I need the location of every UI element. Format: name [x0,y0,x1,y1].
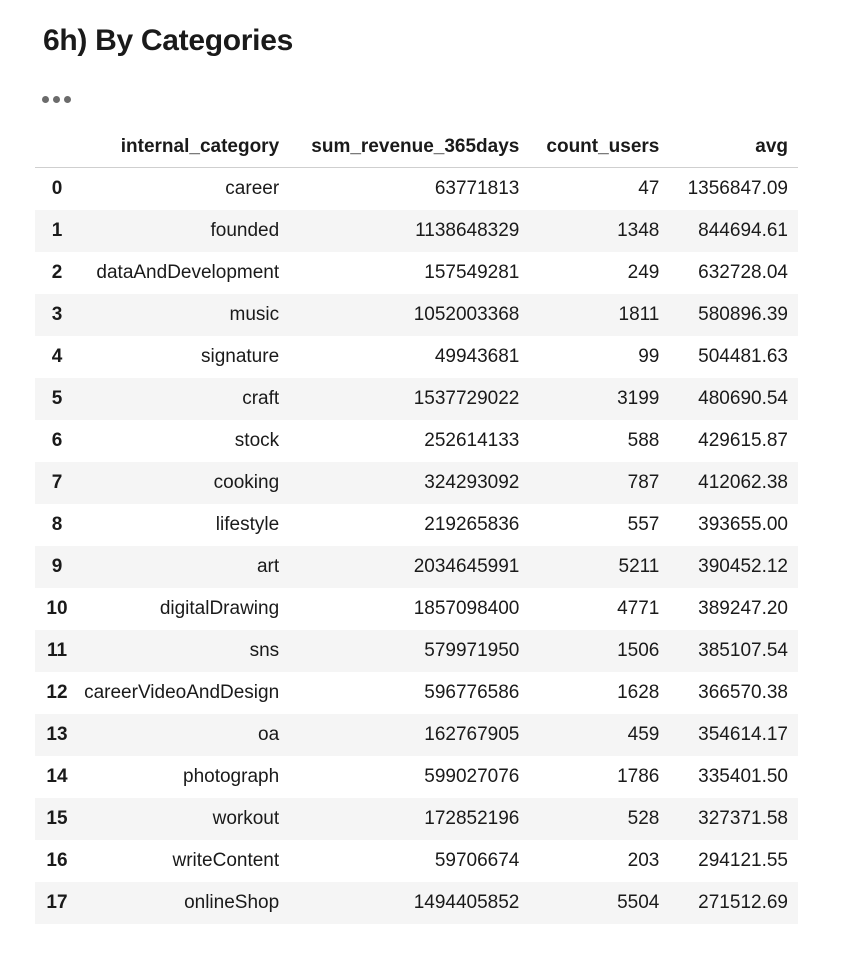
section-title: 6h) By Categories [43,24,293,57]
table-row [35,378,798,420]
cell-sum-revenue: 172852196 [289,798,529,840]
cell-sum-revenue: 162767905 [289,714,529,756]
cell-internal-category: workout [79,798,289,840]
table-row [35,420,798,462]
cell-sum-revenue: 219265836 [424,514,520,535]
table-header-row [35,126,798,168]
cell-sum-revenue: 596776586 [424,682,520,703]
cell-count-users: 47 [638,178,660,199]
table-row [35,462,798,504]
cell-internal-category: careerVideoAndDesign [84,682,280,703]
cell-internal-category: sns [79,630,289,672]
row-index: 6 [51,430,63,451]
row-index: 1 [35,210,79,252]
cell-count-users: 459 [529,714,669,756]
cell-avg: 327371.58 [669,798,798,840]
column-header-count-users: count_users [529,126,669,168]
row-index: 0 [51,178,63,199]
cell-avg: 429615.87 [698,430,788,451]
row-index: 16 [46,850,68,871]
cell-internal-category: art [79,546,289,588]
row-index: 3 [35,294,79,336]
cell-count-users: 557 [627,514,660,535]
table-row [35,504,798,546]
row-index: 5 [35,378,79,420]
table-row [35,630,798,672]
cell-internal-category: signature [200,346,280,367]
table-row [35,798,798,840]
cell-count-users: 1628 [617,682,660,703]
dot [64,96,71,103]
cell-avg: 412062.38 [669,462,798,504]
table-row [35,546,798,588]
row-index: 4 [51,346,63,367]
cell-avg: 1356847.09 [687,178,788,199]
column-header-avg: avg [669,126,798,168]
row-index: 10 [46,598,68,619]
cell-internal-category: photograph [183,766,280,787]
cell-internal-category: career [225,178,280,199]
row-index: 13 [35,714,79,756]
table-row [35,672,798,714]
cell-sum-revenue: 579971950 [289,630,529,672]
cell-count-users: 99 [638,346,660,367]
cell-count-users: 4771 [617,598,660,619]
cell-avg: 393655.00 [698,514,788,535]
cell-sum-revenue: 1857098400 [413,598,520,619]
column-header-index [35,126,79,168]
cell-avg: 354614.17 [669,714,798,756]
cell-sum-revenue: 1052003368 [289,294,529,336]
cell-avg: 294121.55 [698,850,788,871]
cell-internal-category: writeContent [172,850,280,871]
table-row [35,168,798,211]
cell-count-users: 249 [627,262,660,283]
cell-avg: 390452.12 [669,546,798,588]
cell-avg: 271512.69 [669,882,798,924]
table-row [35,336,798,378]
cell-avg: 335401.50 [698,766,788,787]
table-row [35,714,798,756]
cell-count-users: 203 [627,850,660,871]
column-header-internal-category: internal_category [79,126,289,168]
cell-count-users: 5211 [529,546,669,588]
row-index: 7 [35,462,79,504]
cell-count-users: 1348 [529,210,669,252]
cell-sum-revenue: 2034645991 [289,546,529,588]
cell-count-users: 528 [529,798,669,840]
cell-sum-revenue: 157549281 [424,262,520,283]
cell-avg: 389247.20 [698,598,788,619]
cell-count-users: 3199 [529,378,669,420]
cell-avg: 632728.04 [698,262,788,283]
cell-internal-category: oa [79,714,289,756]
cell-sum-revenue: 599027076 [424,766,520,787]
dot [42,96,49,103]
cell-sum-revenue: 49943681 [434,346,520,367]
cell-internal-category: founded [79,210,289,252]
row-index: 14 [46,766,68,787]
cell-avg: 366570.38 [698,682,788,703]
cell-avg: 385107.54 [669,630,798,672]
row-index: 17 [35,882,79,924]
cell-internal-category: stock [234,430,280,451]
table-row [35,252,798,294]
cell-sum-revenue: 1138648329 [289,210,529,252]
row-index: 9 [35,546,79,588]
table-row [35,882,798,924]
column-header-sum-revenue: sum_revenue_365days [289,126,529,168]
row-index: 15 [35,798,79,840]
table-row [35,840,798,882]
cell-count-users: 588 [627,430,660,451]
cell-avg: 504481.63 [698,346,788,367]
table-body [35,168,798,925]
cell-internal-category: music [79,294,289,336]
table-row [35,210,798,252]
table-row [35,588,798,630]
cell-count-users: 787 [529,462,669,504]
row-index: 12 [46,682,68,703]
cell-sum-revenue: 1494405852 [289,882,529,924]
cell-sum-revenue: 324293092 [289,462,529,504]
cell-count-users: 1506 [529,630,669,672]
dot [53,96,60,103]
dataframe-table [35,126,798,924]
cell-internal-category: lifestyle [215,514,280,535]
row-index: 8 [51,514,63,535]
cell-sum-revenue: 59706674 [434,850,520,871]
cell-internal-category: digitalDrawing [159,598,280,619]
cell-internal-category: onlineShop [79,882,289,924]
table-row [35,294,798,336]
cell-sum-revenue: 252614133 [424,430,520,451]
table-row [35,756,798,798]
row-index: 11 [35,630,79,672]
cell-count-users: 1786 [617,766,660,787]
cell-count-users: 1811 [529,294,669,336]
cell-internal-category: cooking [79,462,289,504]
row-index: 2 [51,262,63,283]
more-horizontal-icon[interactable] [42,96,71,103]
cell-internal-category: dataAndDevelopment [96,262,280,283]
cell-count-users: 5504 [529,882,669,924]
cell-avg: 580896.39 [669,294,798,336]
cell-sum-revenue: 63771813 [434,178,520,199]
cell-avg: 480690.54 [669,378,798,420]
cell-sum-revenue: 1537729022 [289,378,529,420]
cell-avg: 844694.61 [669,210,798,252]
cell-internal-category: craft [79,378,289,420]
